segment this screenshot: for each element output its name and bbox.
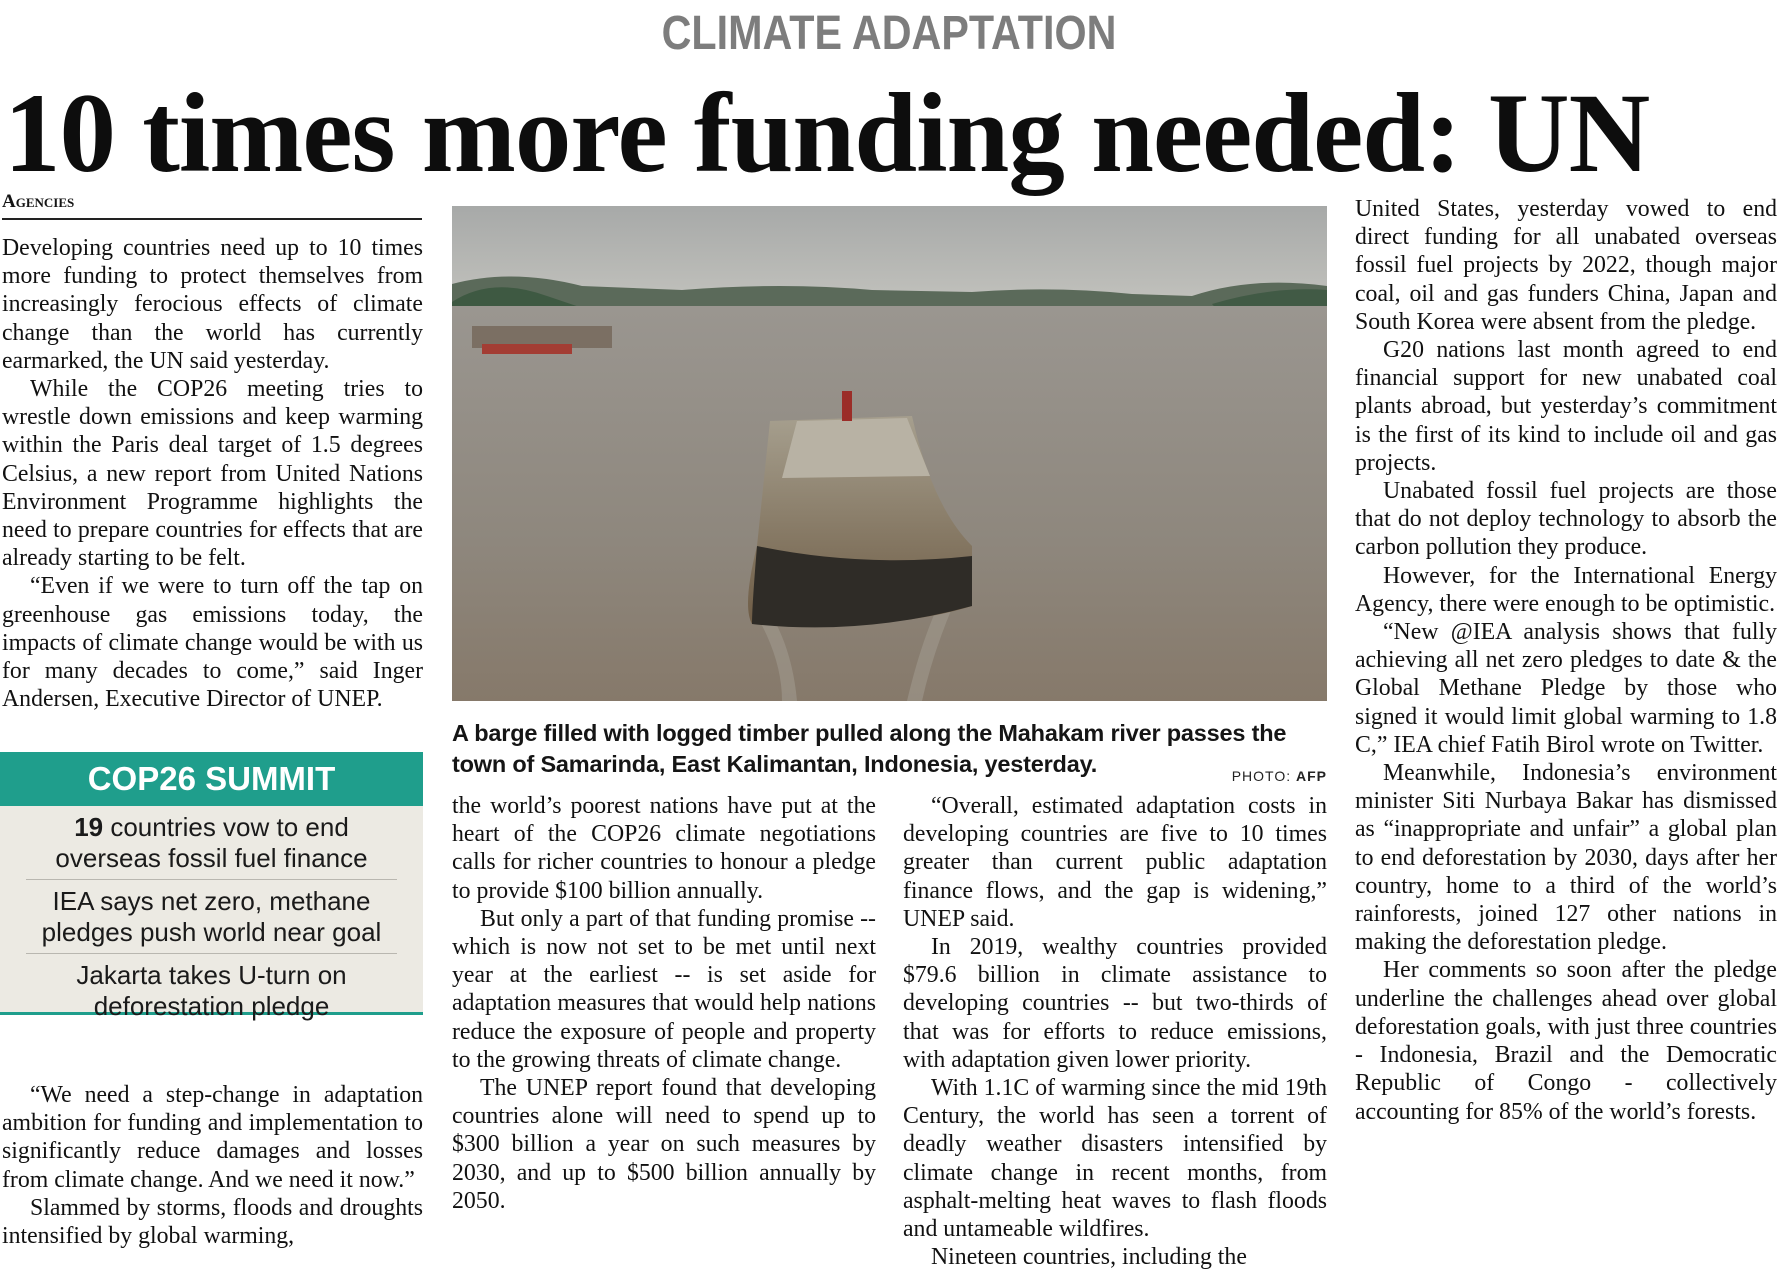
section-kicker: CLIMATE ADAPTATION [661, 7, 1117, 60]
photo-caption: A barge filled with logged timber pulled along the Mahakam river passes the town of Samarinda, East Kalimantan, Indonesia, yesterday. [452, 720, 1287, 777]
photo-credit [1200, 768, 1327, 784]
article-column-4 [1355, 195, 1777, 1126]
article-paragraph: Developing countries need up to 10 times more funding to protect themselves from increasingly ferocious effects of climate change than the world has currently earmarked, the UN said yesterday. [2, 235, 423, 374]
article-paragraph: Slammed by storms, floods and droughts intensified by global warming, [2, 1194, 423, 1250]
summit-item-number: 19 [74, 812, 104, 842]
article-column-3 [903, 792, 1327, 1271]
summit-item-text: IEA says net zero, methane pledges push world near goal [41, 886, 382, 947]
headline: 10 times more funding needed: UN [4, 71, 1650, 196]
summit-item[interactable] [26, 954, 397, 1027]
barge-photo [452, 206, 1327, 701]
article-paragraph: With 1.1C of warming since the mid 19th Century, the world has seen a torrent of deadly weather disasters intensified by climate change in recent months, from asphalt-melting heat waves to flash floods and untameable wildfires. [903, 1075, 1327, 1243]
article-paragraph: “We need a step-change in adaptation ambition for funding and implementation to significantly reduce damages and losses from climate change. And we need it now.” [2, 1082, 423, 1193]
article-paragraph: “Even if we were to turn off the tap on greenhouse gas emissions today, the impacts of climate change would be with us for many decades to come,” said Inger Andersen, Executive Director of UNEP. [2, 573, 423, 713]
article-paragraph: “Overall, estimated adaptation costs in developing countries are five to 10 times greater than current public adaptation finance flows, and the gap is widening,” UNEP said. [903, 793, 1327, 932]
article-paragraph: While the COP26 meeting tries to wrestle down emissions and keep warming within the Paris deal target of 1.5 degrees Celsius, a new report from United Nations Environment Programme highlights the need to prepare countries for effects that are already starting to be felt. [2, 376, 423, 572]
summit-item-text: countries vow to end overseas fossil fuel finance [55, 812, 368, 873]
summit-item[interactable] [26, 806, 397, 880]
summit-item[interactable] [26, 880, 397, 954]
article-paragraph: Unabated fossil fuel projects are those that do not deploy technology to absorb the carbon pollution they produce. [1355, 478, 1777, 561]
article-column-2 [452, 792, 876, 1215]
byline: Agencies [2, 191, 422, 220]
article-paragraph: Nineteen countries, including the [931, 1244, 1247, 1271]
article-column-1-lower [2, 1081, 423, 1250]
summit-box-title: COP26 SUMMIT [0, 752, 423, 806]
article-paragraph: “New @IEA analysis shows that fully achieving all net zero pledges to date & the Global Methane Pledge by those who signed it would limit global warming to 1.8 C,” IEA chief Fatih Birol wrote on Twitter. [1355, 619, 1777, 758]
article-paragraph: the world’s poorest nations have put at the heart of the COP26 climate negotiations calls for richer countries to honour a pledge to provide $100 billion annually. [452, 793, 876, 904]
credit-label: PHOTO: [1231, 768, 1292, 784]
barge-photo-image [452, 206, 1327, 701]
article-paragraph: Meanwhile, Indonesia’s environment minister Siti Nurbaya Bakar has dismissed as “inappropriate and unfair” a global plan to end deforestation by 2030, days after her country, home to a third of the world’s rainforests, joined 127 other nations in making the deforestation pledge. [1355, 760, 1777, 956]
cop26-summit-box [0, 752, 423, 1021]
summit-item-text: Jakarta takes U-turn on deforestation pledge [76, 960, 347, 1021]
article-paragraph: Her comments so soon after the pledge underline the challenges ahead over global deforestation goals, with just three countries - Indonesia, Brazil and the Democratic Republic of Congo - collectively accounting for 85% of the world’s forests. [1355, 957, 1777, 1125]
article-paragraph: G20 nations last month agreed to end financial support for new unabated coal plants abroad, but yesterday’s commitment is the first of its kind to include oil and gas projects. [1355, 337, 1777, 476]
article-paragraph: The UNEP report found that developing countries alone will need to spend up to $300 billion a year on such measures by 2030, and up to $500 billion annually by 2050. [452, 1075, 876, 1214]
article-column-1 [2, 234, 423, 713]
article-paragraph: In 2019, wealthy countries provided $79.6 billion in climate assistance to developing countries -- but two-thirds of that was for efforts to reduce emissions, with adaptation given lower priority. [903, 934, 1327, 1073]
credit-source: AFP [1296, 768, 1327, 784]
article-paragraph: However, for the International Energy Agency, there were enough to be optimistic. [1355, 562, 1777, 617]
article-paragraph: United States, yesterday vowed to end direct funding for all unabated overseas fossil fuel projects by 2022, though major coal, oil and gas funders China, Japan and South Korea were absent from the pledge. [1355, 196, 1777, 335]
article-paragraph: But only a part of that funding promise -- which is now not set to be met until next year at the earliest -- is set aside for adaptation measures that would help nations reduce the exposure of people and property to the growing threats of climate change. [452, 905, 876, 1073]
